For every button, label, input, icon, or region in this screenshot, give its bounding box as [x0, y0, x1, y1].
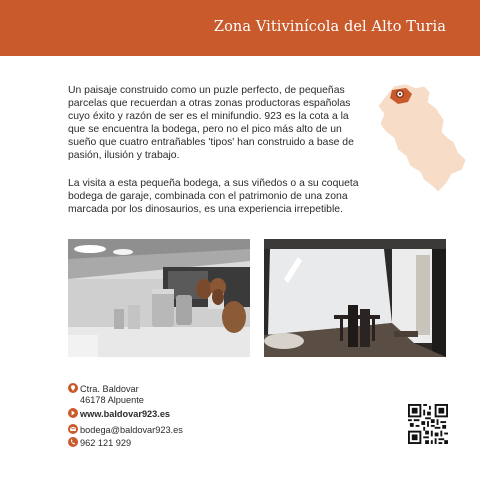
address-line2: 46178 Alpuente	[80, 395, 144, 405]
phone-icon	[68, 437, 78, 447]
email-row	[68, 424, 183, 436]
address-block	[68, 383, 139, 395]
qr-code	[408, 404, 448, 444]
mail-icon	[68, 424, 78, 434]
page-title: Zona Vitivinícola del Alto Turia	[213, 19, 446, 35]
website-row	[68, 408, 170, 420]
tasting-room-photo	[264, 239, 446, 357]
address-line1: Ctra. Baldovar	[80, 384, 139, 394]
phone-row	[68, 437, 131, 449]
website-link[interactable]: www.baldovar923.es	[80, 409, 171, 419]
phone-number[interactable]: 962 121 929	[80, 438, 132, 448]
winery-tanks-photo	[68, 239, 250, 357]
email-link[interactable]: bodega@baldovar923.es	[80, 425, 183, 435]
web-arrow-icon	[68, 408, 78, 418]
intro-paragraph: Un paisaje construido como un puzle perfecto, de pequeñas parcelas que recuerdan a otras zonas productoras españolas cuyo éxito y razón de ser es el minifundio. 923 es la cota a la que se encuentra la bodega, pero no el pico más alto de un sueño que cuatro entrañables 'tipos' han construido a base de pasión, ilusión y trabajo.	[68, 85, 354, 161]
region-map	[372, 80, 472, 195]
header-banner	[0, 0, 480, 56]
location-pin-icon	[68, 383, 78, 393]
visit-paragraph: La visita a esta pequeña bodega, a sus viñedos o a su coqueta bodega de garaje, combinada con el patrimonio de una zona marcada por los dinosaurios, es una experiencia irrepetible.	[68, 178, 359, 215]
